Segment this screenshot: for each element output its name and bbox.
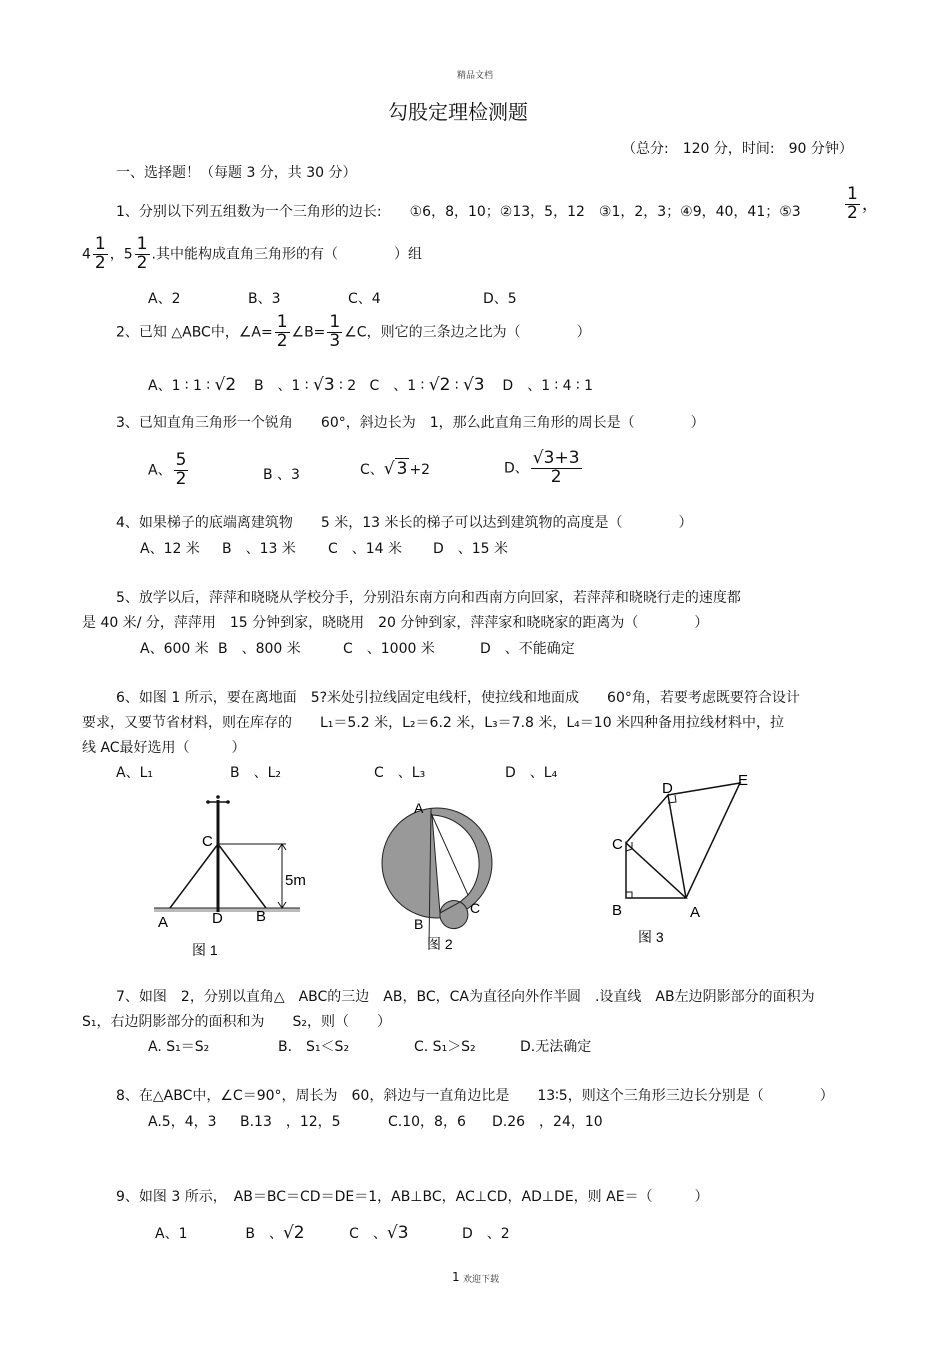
frac-num: √3+3 — [532, 448, 580, 468]
exam-meta: （总分: 120 分，时间: 90 分钟） — [622, 141, 853, 157]
q8-option-b: B.13 ，12，5 — [240, 1114, 341, 1130]
label-d: D — [212, 910, 223, 927]
triangle-acd — [626, 795, 686, 898]
q7-line1: 7、如图 2，分别以直角△ ABC的三边 AB，BC，CA为直径向外作半圆 .设直线 AB左边阴影部分的面积为 — [116, 989, 815, 1005]
q2-opt-a: A、1 ∶ 1 ∶ — [148, 378, 211, 394]
q2-opt-b: B 、1 ∶ — [253, 378, 309, 394]
figure-2-semicircles — [380, 795, 505, 955]
sqrt-2: √2 — [282, 1223, 305, 1243]
frac-num: 1 — [276, 312, 288, 332]
comma: ， — [861, 194, 879, 215]
q7-option-b: B. S₁＜S₂ — [278, 1039, 350, 1055]
triangle-abc — [626, 843, 686, 898]
label-5m: 5m — [285, 872, 306, 889]
q9-stem: 9、如图 3 所示， AB＝BC＝CD＝DE＝1，AB⊥BC，AC⊥CD，AD⊥DE，则 AE＝（ ） — [116, 1189, 709, 1205]
frac-num: 1 — [329, 312, 341, 332]
frac-num: 5 — [175, 450, 187, 470]
q7-line2: S₁，右边阴影部分的面积和为 S₂，则（ ） — [82, 1014, 391, 1030]
q2-part-c: ∠C，则它的三条边之比为（ ） — [344, 324, 591, 341]
q4-stem: 4、如果梯子的底端离建筑物 5 米，13 米长的梯子可以达到建筑物的高度是（ ） — [116, 515, 693, 531]
label-a: A — [414, 800, 424, 816]
q1-option-d: D、5 — [483, 291, 517, 307]
q4-option-a: A、12 米 — [140, 541, 200, 557]
figure-3-spiral — [608, 765, 768, 950]
q5-option-a: A、600 米 — [140, 641, 209, 657]
stay-wire-left — [170, 844, 218, 908]
label-c: C — [612, 836, 623, 853]
frac-den: 2 — [847, 202, 858, 223]
q7-option-a: A. S₁＝S₂ — [148, 1039, 210, 1055]
q8-stem: 8、在△ABC中，∠C＝90°，周长为 60，斜边与一直角边比是 13∶5，则这个三角形三边长分别是（ ） — [116, 1088, 834, 1104]
q9-opt-c: C 、 — [349, 1226, 387, 1242]
figure-1-caption: 图 1 — [192, 942, 218, 958]
figure-1-pole — [148, 790, 308, 965]
whole-5: ，5 — [109, 246, 133, 263]
radicand: 3 — [543, 448, 555, 468]
q3-option-c — [360, 459, 430, 479]
frac-num: 1 — [94, 234, 106, 254]
label-b: B — [612, 902, 623, 919]
q8-option-a: A.5，4，3 — [148, 1114, 217, 1130]
sqrt-3: √3 — [462, 375, 485, 395]
q6-option-d: D 、L₄ — [505, 765, 558, 781]
q8-option-d: D.26 ，24，10 — [492, 1114, 603, 1130]
triangle-ade — [668, 783, 740, 898]
q5-line1: 5、放学以后，萍萍和晓晓从学校分手，分别沿东南方向和西南方向回家，若萍萍和晓晓行走的速度都 — [116, 590, 741, 606]
q6-line2: 要求，又要节省材料，则在库存的 L₁＝5.2 米，L₂＝6.2 米，L₃＝7.8 米，L₄＝10 米四种备用拉线材料中，拉 — [82, 715, 785, 731]
q5-line2: 是 40 米/ 分，萍萍用 15 分钟到家，晓晓用 20 分钟到家，萍萍家和晓晓家的距离为（ ） — [82, 615, 709, 631]
q3-option-d — [504, 450, 584, 487]
insulator-top — [216, 795, 220, 799]
plus-term: +3 — [554, 448, 580, 468]
label-b: B — [256, 908, 267, 925]
q6-option-c: C 、L₃ — [374, 765, 426, 781]
q3-option-b: B 、3 — [263, 467, 300, 483]
label-e: E — [738, 772, 749, 789]
footer-note: 欢迎下载 — [463, 1275, 500, 1285]
frac-den: 2 — [175, 468, 187, 489]
q2-options — [148, 375, 593, 395]
q1-option-b: B、3 — [248, 291, 281, 307]
option-letter: D、 — [504, 460, 529, 477]
label-d: D — [662, 780, 673, 797]
q2-part-a: 2、已知 △ABC中，∠A= — [116, 324, 273, 341]
label-a: A — [158, 914, 169, 931]
plus-term: +2 — [409, 462, 431, 478]
frac-den: 2 — [94, 252, 106, 273]
q2-opt-c: C 、1 ∶ — [369, 378, 425, 394]
q5-option-b: B 、800 米 — [218, 641, 301, 657]
q3-stem: 3、已知直角三角形一个锐角 60°，斜边长为 1，那么此直角三角形的周长是（ ） — [116, 415, 705, 431]
q1-line2 — [82, 236, 422, 273]
sqrt-2: √2 — [214, 375, 237, 395]
q7-option-c: C. S₁＞S₂ — [414, 1039, 476, 1055]
q9-opt-b: B 、 — [245, 1226, 283, 1242]
q1-option-a: A、2 — [148, 291, 181, 307]
q9-opt-a: A、1 — [155, 1226, 188, 1242]
sqrt-3: √3 — [313, 375, 335, 395]
sqrt-2: √2 — [428, 375, 451, 395]
figure-2-caption: 图 2 — [427, 936, 453, 952]
q5-option-d: D 、不能确定 — [480, 641, 575, 657]
q4-option-b: B 、13 米 — [222, 541, 296, 557]
stay-wire-right — [218, 844, 266, 908]
q2-part-b: ∠B= — [291, 324, 326, 341]
frac-num: 1 — [847, 184, 858, 204]
q1-option-c: C、4 — [348, 291, 381, 307]
q2-opt-b-tail: ∶ 2 — [339, 378, 357, 394]
q2-opt-d: D 、1 ∶ 4 ∶ 1 — [502, 378, 594, 394]
option-letter: C、 — [360, 462, 384, 478]
frac-den: 2 — [136, 252, 148, 273]
q4-option-d: D 、15 米 — [433, 541, 509, 557]
q4-option-c: C 、14 米 — [328, 541, 403, 557]
label-c: C — [470, 900, 481, 916]
q7-option-d: D.无法确定 — [520, 1039, 592, 1055]
frac-den: 2 — [276, 330, 288, 351]
q6-line3: 线 AC最好选用（ ） — [82, 740, 246, 756]
ground — [154, 908, 300, 912]
header-note: 精品文档 — [457, 71, 494, 81]
frac-den: 3 — [329, 330, 341, 351]
frac-den: 2 — [550, 466, 562, 487]
label-c: C — [202, 833, 213, 850]
q5-option-c: C 、1000 米 — [343, 641, 435, 657]
section-heading: 一、选择题！（每题 3 分，共 30 分） — [116, 165, 357, 181]
q6-line1: 6、如图 1 所示，要在离地面 5?米处引拉线固定电线杆，使拉线和地面成 60°角，若要考虑既要符合设计 — [116, 690, 800, 706]
whole-4: 4 — [82, 246, 91, 263]
q2-stem — [116, 314, 591, 351]
figure-3-caption: 图 3 — [638, 929, 664, 945]
label-a: A — [690, 904, 701, 921]
option-letter: A、 — [148, 462, 172, 479]
sqrt-3: √3 — [386, 1223, 409, 1243]
q1-fraction-5 — [843, 186, 879, 223]
insulator-right — [226, 800, 230, 804]
q1-stem: .其中能构成直角三角形的有（ ）组 — [151, 246, 422, 263]
q9-options — [155, 1223, 510, 1243]
radicand: 3 — [396, 459, 408, 479]
ratio-colon: ∶ — [454, 378, 459, 394]
page-number: 1 — [452, 1270, 460, 1284]
frac-num: 1 — [136, 234, 148, 254]
insulator-left — [206, 800, 210, 804]
q6-option-b: B 、L₂ — [230, 765, 282, 781]
page-title: 勾股定理检测题 — [388, 100, 528, 124]
q8-option-c: C.10，8，6 — [388, 1114, 466, 1130]
label-b: B — [414, 916, 424, 932]
q6-option-a: A、L₁ — [116, 765, 153, 781]
right-angle-b — [626, 892, 632, 898]
sqrt-sign: √ 3 — [383, 459, 408, 479]
q9-opt-d: D 、2 — [461, 1226, 510, 1242]
q1-line1: 1、分别以下列五组数为一个三角形的边长: ①6，8，10；②13，5，12 ③1，2，3；④9，40，41；⑤3 — [116, 204, 801, 220]
q3-option-a — [148, 452, 190, 489]
